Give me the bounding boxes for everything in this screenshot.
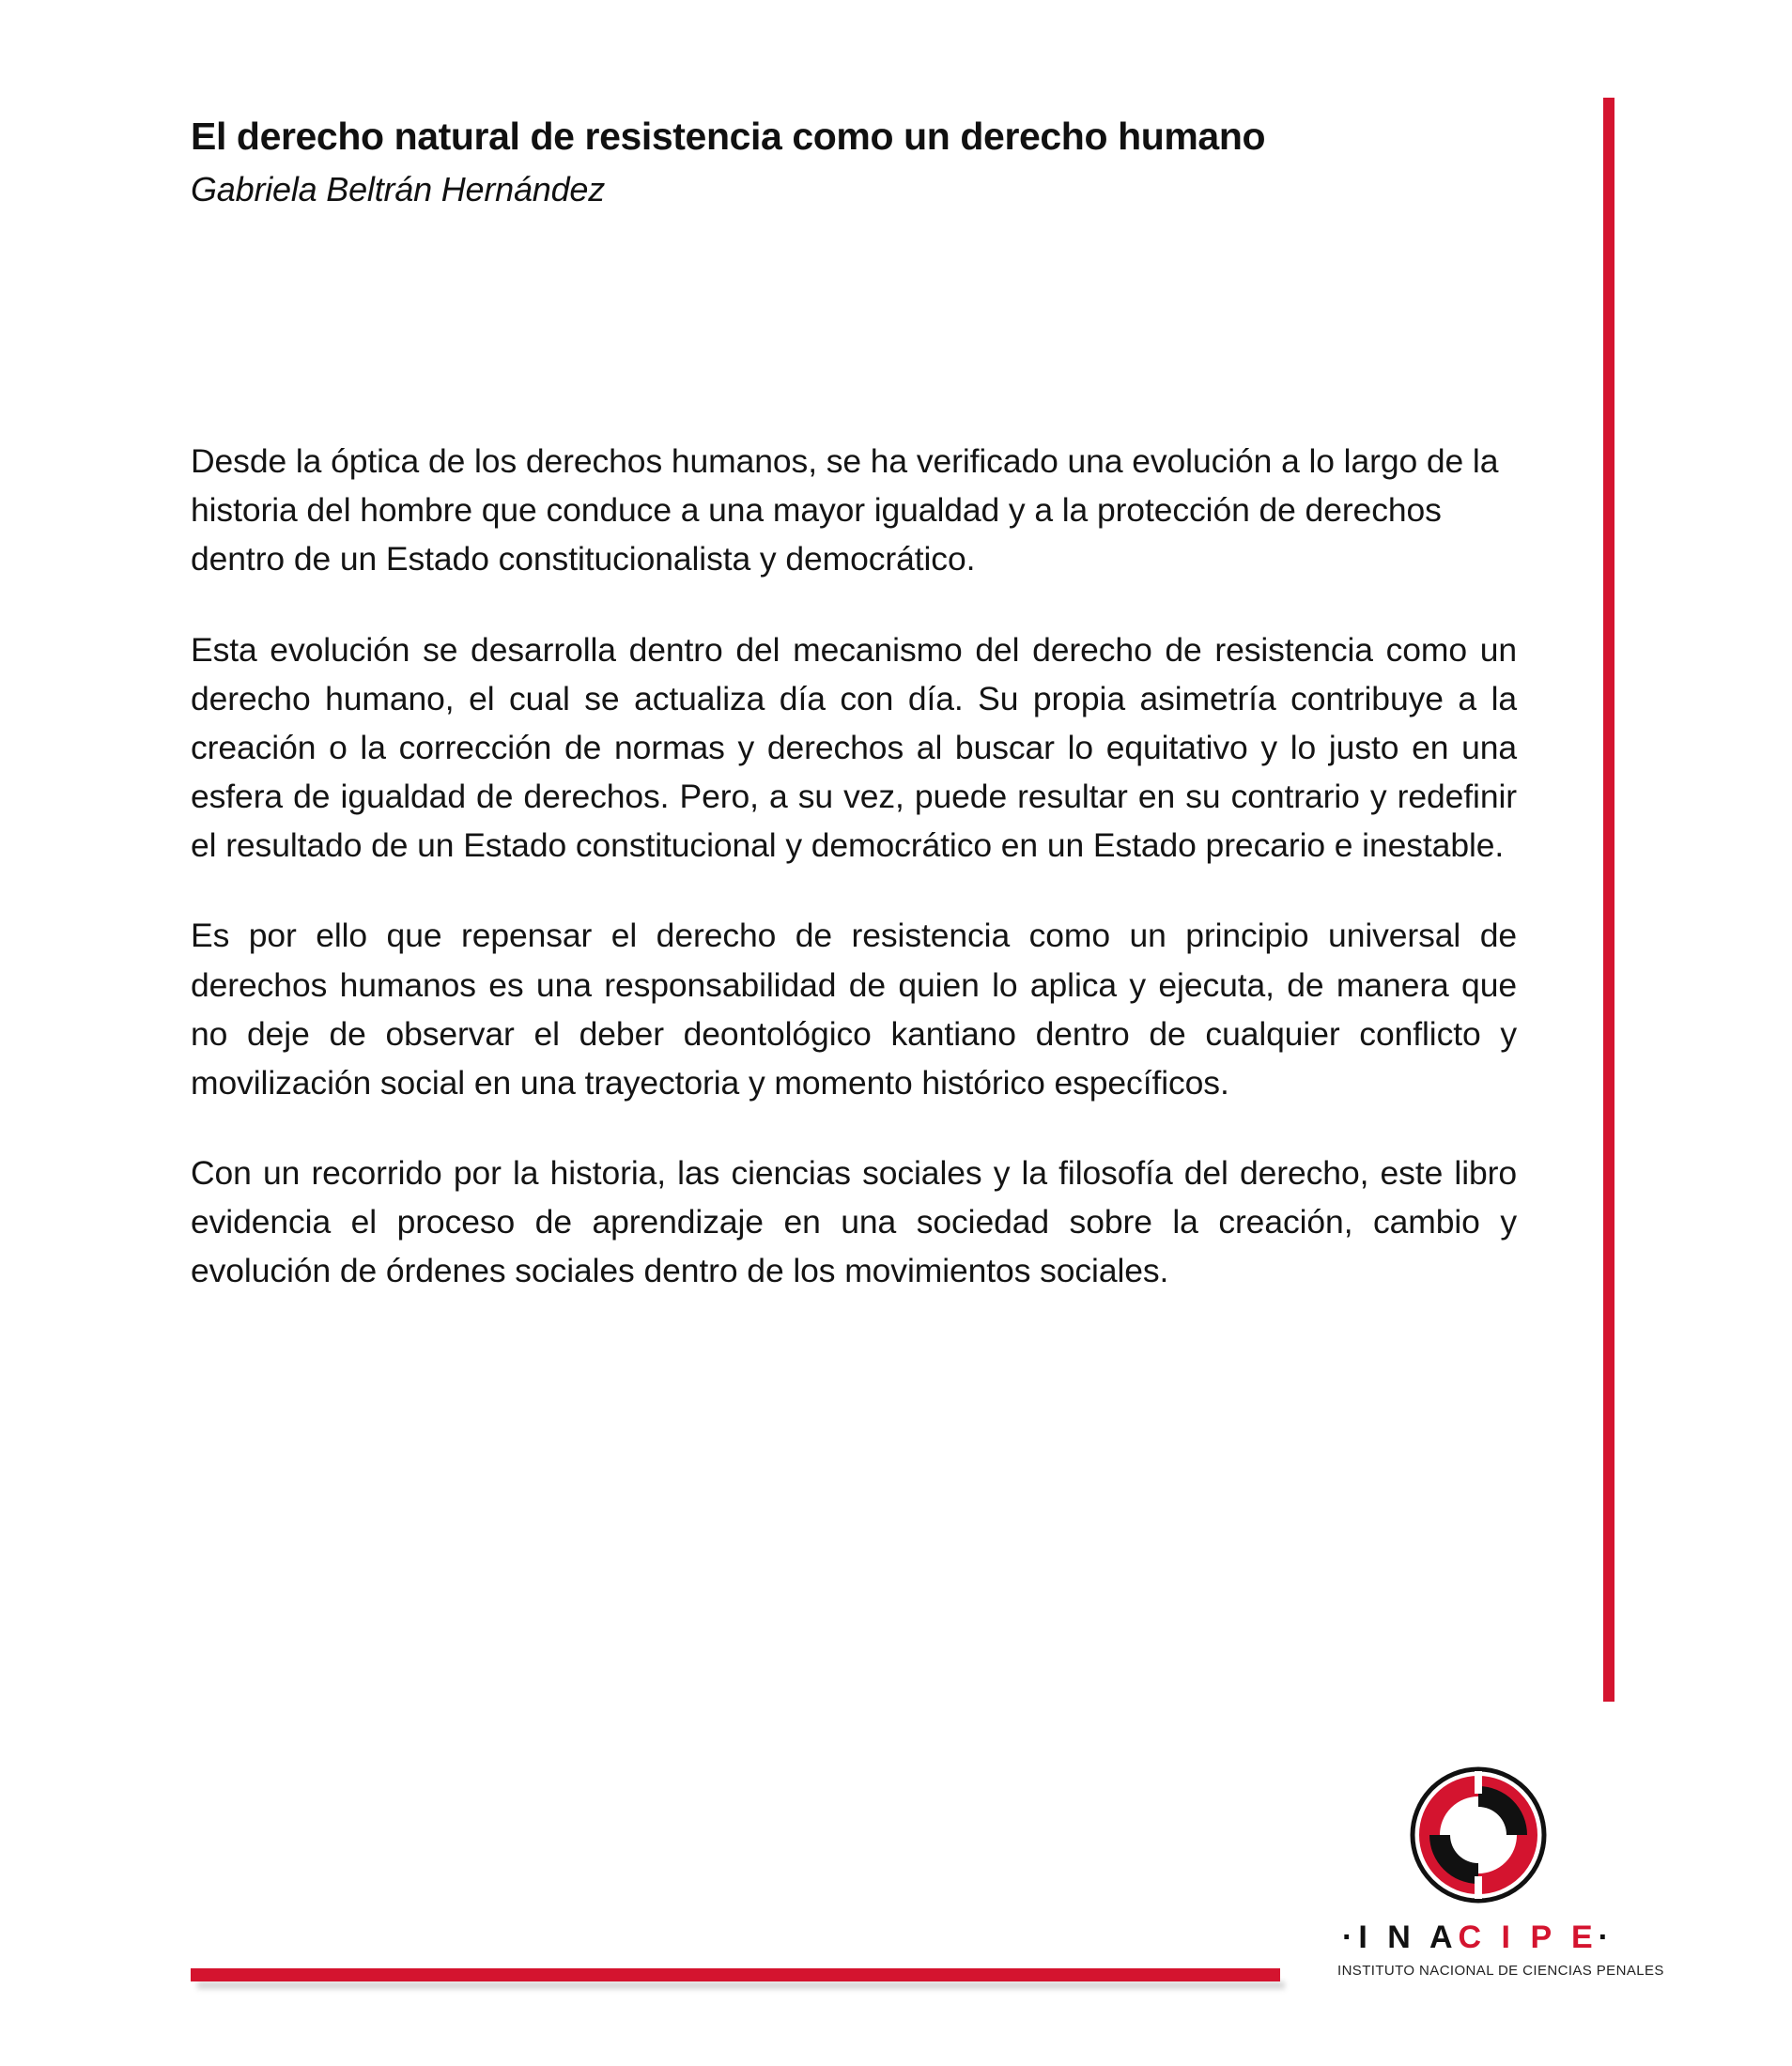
logo-wordmark-red: C I P E (1458, 1920, 1599, 1955)
publisher-logo (1337, 1765, 1664, 1980)
document-header (191, 113, 1524, 212)
logo-wordmark-prefix: · (1342, 1920, 1359, 1955)
paragraph-1: Desde la óptica de los derechos humanos, se ha verificado una evolución a lo largo de la historia del hombre que conduce a una mayor igualdad y a la protección de derechos dentro de un Estado constitucionalista y democrático. (191, 442, 1499, 578)
author-name: Gabriela Beltrán Hernández (191, 170, 606, 209)
bottom-bar-shadow (197, 1981, 1285, 1989)
logo-subtitle: INSTITUTO NACIONAL DE CIENCIAS PENALES (1337, 1963, 1664, 1979)
inacipe-ring-icon (1409, 1765, 1548, 1904)
bottom-red-bar (191, 1968, 1280, 1981)
paragraph-4: Con un recorrido por la historia, las ciencias sociales y la filosofía del derecho, este libro evidencia el proceso de aprendizaje en una sociedad sobre la creación, cambio y evolución de órdenes sociales dentro de los movimientos sociales. (191, 1154, 1517, 1290)
paragraph-2: Esta evolución se desarrolla dentro del mecanismo del derecho de resistencia como un derecho humano, el cual se actualiza día con día. Su propia asimetría contribuye a la creación o la corrección de normas y derechos al buscar lo equitativo y lo justo en una esfera de igualdad de derechos. Pero, a su vez, puede resultar en su contrario y redefinir el resultado de un Estado constitucional y democrático en un Estado precario e inestable. (191, 630, 1517, 865)
paragraph-3: Es por ello que repensar el derecho de resistencia como un principio universal de derechos humanos es una responsabilidad de quien lo aplica y ejecuta, de manera que no deje de observar el deber deontológico kantiano dentro de cualquier conflicto y movilización social en una trayectoria y momento histórico específicos. (191, 917, 1517, 1102)
logo-wordmark (1337, 1921, 1619, 1953)
body-copy (191, 437, 1517, 1296)
logo-wordmark-black: I N A (1358, 1920, 1459, 1955)
logo-wordmark-suffix: · (1598, 1920, 1614, 1955)
page-title: El derecho natural de resistencia como un derecho humano (191, 115, 1266, 158)
right-red-vertical-rule (1603, 98, 1614, 1702)
